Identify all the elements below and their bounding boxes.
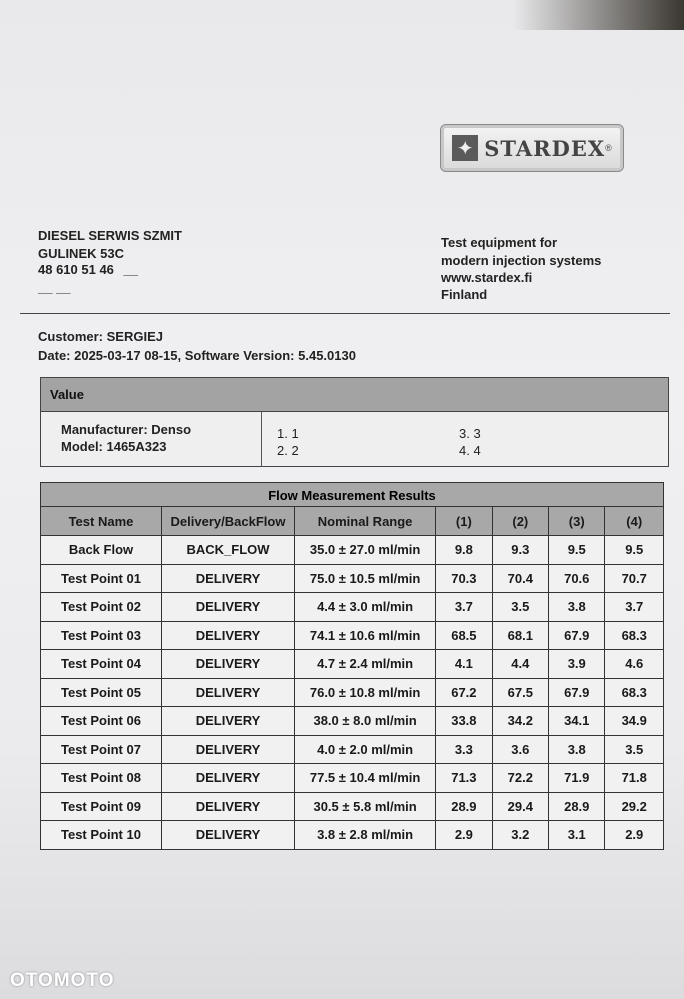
table-cell: 68.3 [605, 678, 664, 707]
table-cell: 34.9 [605, 707, 664, 736]
table-row [41, 821, 664, 850]
table-cell: 3.1 [549, 821, 605, 850]
value-body [41, 412, 668, 466]
table-cell: DELIVERY [161, 593, 294, 622]
table-cell: 67.2 [436, 678, 492, 707]
table-cell: 71.3 [436, 764, 492, 793]
phone-suffix: __ [123, 262, 138, 277]
flow-results-table [40, 506, 664, 850]
column-header: (2) [492, 507, 548, 536]
table-cell: 3.2 [492, 821, 548, 850]
stardex-line-2: modern injection systems [441, 253, 602, 268]
stardex-logo [440, 124, 624, 172]
table-cell: 67.9 [549, 621, 605, 650]
table-cell: 4.4 ± 3.0 ml/min [295, 593, 436, 622]
table-cell: Test Point 10 [41, 821, 162, 850]
table-row [41, 650, 664, 679]
table-cell: Test Point 08 [41, 764, 162, 793]
table-cell: DELIVERY [161, 821, 294, 850]
manufacturer: Manufacturer: Denso [61, 422, 192, 437]
table-cell: 71.9 [549, 764, 605, 793]
table-cell: 9.8 [436, 536, 492, 565]
stardex-line-1: Test equipment for [441, 235, 558, 250]
table-cell: 4.6 [605, 650, 664, 679]
table-cell: 68.5 [436, 621, 492, 650]
value-item: 4. 4 [459, 443, 481, 458]
stardex-country: Finland [441, 287, 488, 302]
table-cell: 4.4 [492, 650, 548, 679]
header-divider [20, 313, 670, 314]
table-row [41, 792, 664, 821]
table-cell: Test Point 04 [41, 650, 162, 679]
value-item: 2. 2 [277, 443, 299, 458]
value-header: Value [41, 378, 668, 412]
column-header: (4) [605, 507, 664, 536]
table-cell: 34.1 [549, 707, 605, 736]
model: Model: 1465A323 [61, 439, 167, 454]
compass-star-icon: ✦ [452, 135, 478, 161]
company-name: DIESEL SERWIS SZMIT [38, 228, 182, 243]
stardex-website: www.stardex.fi [441, 270, 533, 285]
table-cell: 3.6 [492, 735, 548, 764]
table-cell: 9.5 [605, 536, 664, 565]
table-cell: 77.5 ± 10.4 ml/min [295, 764, 436, 793]
table-cell: 3.8 ± 2.8 ml/min [295, 821, 436, 850]
company-phone [38, 262, 138, 277]
company-blank: __ __ [38, 280, 71, 295]
table-cell: 3.8 [549, 593, 605, 622]
table-cell: 33.8 [436, 707, 492, 736]
table-cell: 70.4 [492, 564, 548, 593]
table-cell: 71.8 [605, 764, 664, 793]
table-cell: 70.6 [549, 564, 605, 593]
value-item: 3. 3 [459, 426, 481, 441]
table-row [41, 735, 664, 764]
otomoto-watermark: OTOMOTO [10, 970, 115, 991]
table-cell: 28.9 [549, 792, 605, 821]
table-cell: DELIVERY [161, 707, 294, 736]
table-cell: 9.3 [492, 536, 548, 565]
value-item: 1. 1 [277, 426, 299, 441]
flow-table-title: Flow Measurement Results [40, 482, 664, 507]
table-cell: Test Point 06 [41, 707, 162, 736]
registered-mark: ® [605, 143, 612, 153]
table-row [41, 536, 664, 565]
table-cell: Test Point 07 [41, 735, 162, 764]
table-cell: 34.2 [492, 707, 548, 736]
table-cell: 3.9 [549, 650, 605, 679]
table-cell: 75.0 ± 10.5 ml/min [295, 564, 436, 593]
column-header: (3) [549, 507, 605, 536]
value-divider [261, 412, 262, 466]
table-cell: 29.2 [605, 792, 664, 821]
table-cell: Test Point 01 [41, 564, 162, 593]
table-cell: 2.9 [605, 821, 664, 850]
logo-text: STARDEX [484, 135, 606, 161]
table-cell: Test Point 05 [41, 678, 162, 707]
value-section [40, 377, 669, 467]
table-row [41, 593, 664, 622]
table-header-row [41, 507, 664, 536]
table-cell: Test Point 03 [41, 621, 162, 650]
table-cell: DELIVERY [161, 564, 294, 593]
table-row [41, 764, 664, 793]
table-cell: 3.8 [549, 735, 605, 764]
table-row [41, 564, 664, 593]
table-cell: Test Point 09 [41, 792, 162, 821]
table-cell: 68.1 [492, 621, 548, 650]
column-header: Nominal Range [295, 507, 436, 536]
column-header: Delivery/BackFlow [161, 507, 294, 536]
table-cell: 3.5 [492, 593, 548, 622]
table-cell: Test Point 02 [41, 593, 162, 622]
table-row [41, 678, 664, 707]
table-cell: DELIVERY [161, 764, 294, 793]
table-cell: DELIVERY [161, 735, 294, 764]
table-cell: 68.3 [605, 621, 664, 650]
table-cell: 30.5 ± 5.8 ml/min [295, 792, 436, 821]
table-cell: 3.3 [436, 735, 492, 764]
table-cell: 74.1 ± 10.6 ml/min [295, 621, 436, 650]
table-body [41, 536, 664, 850]
table-cell: 67.5 [492, 678, 548, 707]
table-cell: 3.5 [605, 735, 664, 764]
company-street: GULINEK 53C [38, 246, 124, 261]
table-cell: 70.3 [436, 564, 492, 593]
date-line: Date: 2025-03-17 08-15, Software Version: 5.45.0130 [38, 348, 356, 363]
column-header: Test Name [41, 507, 162, 536]
table-cell: 76.0 ± 10.8 ml/min [295, 678, 436, 707]
table-cell: 2.9 [436, 821, 492, 850]
column-header: (1) [436, 507, 492, 536]
table-cell: DELIVERY [161, 678, 294, 707]
table-cell: DELIVERY [161, 650, 294, 679]
table-row [41, 621, 664, 650]
table-cell: 35.0 ± 27.0 ml/min [295, 536, 436, 565]
table-cell: 9.5 [549, 536, 605, 565]
table-cell: DELIVERY [161, 621, 294, 650]
table-cell: 38.0 ± 8.0 ml/min [295, 707, 436, 736]
background-edge [0, 0, 684, 30]
table-row [41, 707, 664, 736]
table-cell: DELIVERY [161, 792, 294, 821]
table-cell: 28.9 [436, 792, 492, 821]
table-cell: 3.7 [605, 593, 664, 622]
table-cell: 29.4 [492, 792, 548, 821]
table-cell: 4.7 ± 2.4 ml/min [295, 650, 436, 679]
table-cell: 70.7 [605, 564, 664, 593]
table-cell: 4.0 ± 2.0 ml/min [295, 735, 436, 764]
table-cell: Back Flow [41, 536, 162, 565]
customer-line: Customer: SERGIEJ [38, 329, 163, 344]
table-cell: 67.9 [549, 678, 605, 707]
table-cell: 4.1 [436, 650, 492, 679]
table-cell: BACK_FLOW [161, 536, 294, 565]
table-cell: 3.7 [436, 593, 492, 622]
phone-number: 48 610 51 46 [38, 262, 114, 277]
table-cell: 72.2 [492, 764, 548, 793]
